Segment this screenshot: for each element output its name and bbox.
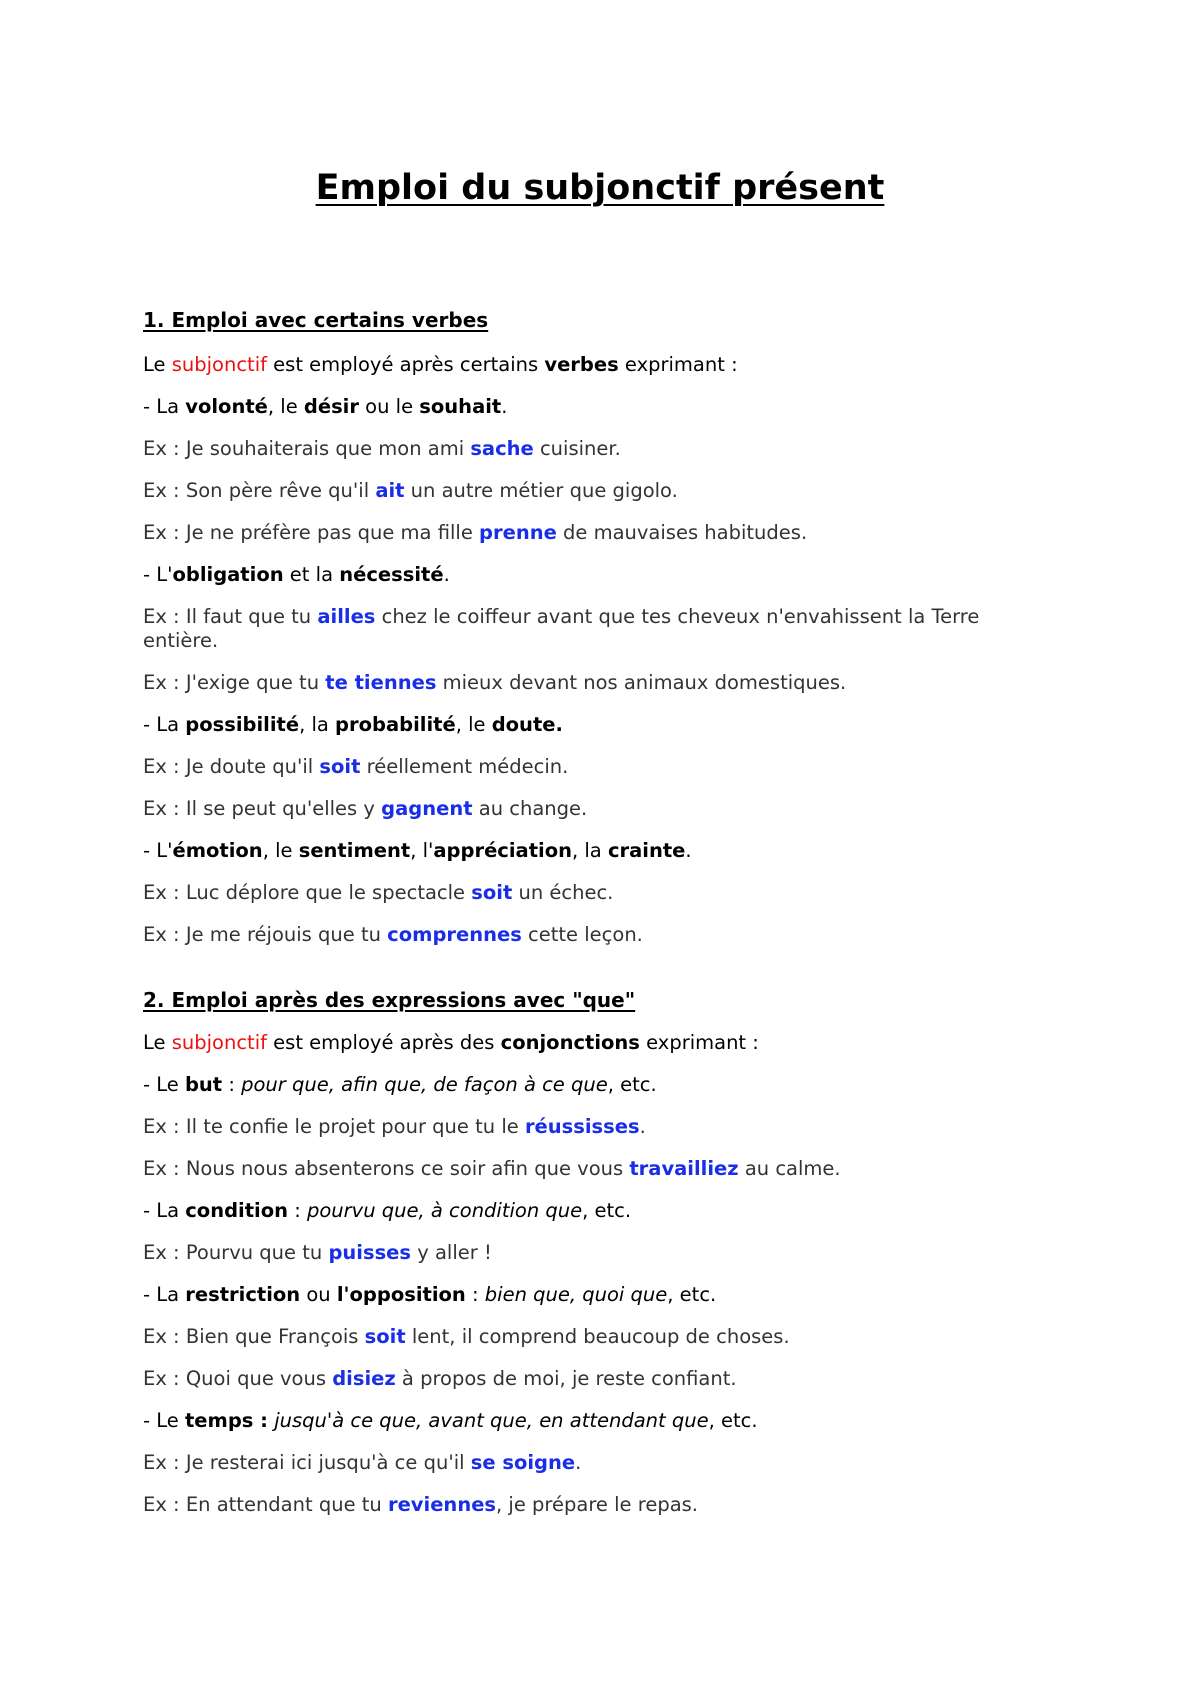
example-line: Ex : Bien que François soit lent, il comprend beaucoup de choses.: [143, 1325, 790, 1348]
category-but: - Le but : pour que, afin que, de façon à ce que, etc.: [143, 1073, 657, 1096]
example-line: Ex : Il se peut qu'elles y gagnent au change.: [143, 797, 588, 820]
category-emotion: - L'émotion, le sentiment, l'appréciation, la crainte.: [143, 839, 692, 862]
category-condition: - La condition : pourvu que, à condition que, etc.: [143, 1199, 632, 1222]
category-restriction: - La restriction ou l'opposition : bien que, quoi que, etc.: [143, 1283, 717, 1306]
example-line: Ex : Je ne préfère pas que ma fille prenne de mauvaises habitudes.: [143, 521, 808, 544]
category-obligation: - L'obligation et la nécessité.: [143, 563, 450, 586]
category-temps: - Le temps : jusqu'à ce que, avant que, en attendant que, etc.: [143, 1409, 758, 1432]
section-1-intro: Le subjonctif est employé après certains verbes exprimant :: [143, 353, 738, 376]
example-line: Ex : J'exige que tu te tiennes mieux devant nos animaux domestiques.: [143, 671, 847, 694]
example-line: Ex : Je me réjouis que tu comprennes cette leçon.: [143, 923, 643, 946]
page-title: Emploi du subjonctif présent: [315, 168, 885, 208]
section-2-heading: 2. Emploi après des expressions avec "que": [143, 988, 636, 1012]
example-line: Ex : Je resterai ici jusqu'à ce qu'il se soigne.: [143, 1451, 582, 1474]
category-volonte: - La volonté, le désir ou le souhait.: [143, 395, 508, 418]
example-line: Ex : Je souhaiterais que mon ami sache cuisiner.: [143, 437, 621, 460]
example-line: Ex : Son père rêve qu'il ait un autre métier que gigolo.: [143, 479, 678, 502]
section-2-intro: Le subjonctif est employé après des conjonctions exprimant :: [143, 1031, 759, 1054]
example-line: Ex : Je doute qu'il soit réellement médecin.: [143, 755, 569, 778]
section-1-heading: 1. Emploi avec certains verbes: [143, 308, 489, 332]
example-line: Ex : Quoi que vous disiez à propos de moi, je reste confiant.: [143, 1367, 737, 1390]
example-line: Ex : Nous nous absenterons ce soir afin que vous travailliez au calme.: [143, 1157, 841, 1180]
example-line: Ex : Il te confie le projet pour que tu le réussisses.: [143, 1115, 646, 1138]
example-line-continuation: entière.: [143, 629, 219, 652]
example-line: Ex : Luc déplore que le spectacle soit un échec.: [143, 881, 614, 904]
example-line: Ex : En attendant que tu reviennes, je prépare le repas.: [143, 1493, 699, 1516]
category-possibilite: - La possibilité, la probabilité, le doute.: [143, 713, 563, 736]
example-line: Ex : Il faut que tu ailles chez le coiffeur avant que tes cheveux n'envahissent la Terre: [143, 605, 980, 628]
example-line: Ex : Pourvu que tu puisses y aller !: [143, 1241, 492, 1264]
